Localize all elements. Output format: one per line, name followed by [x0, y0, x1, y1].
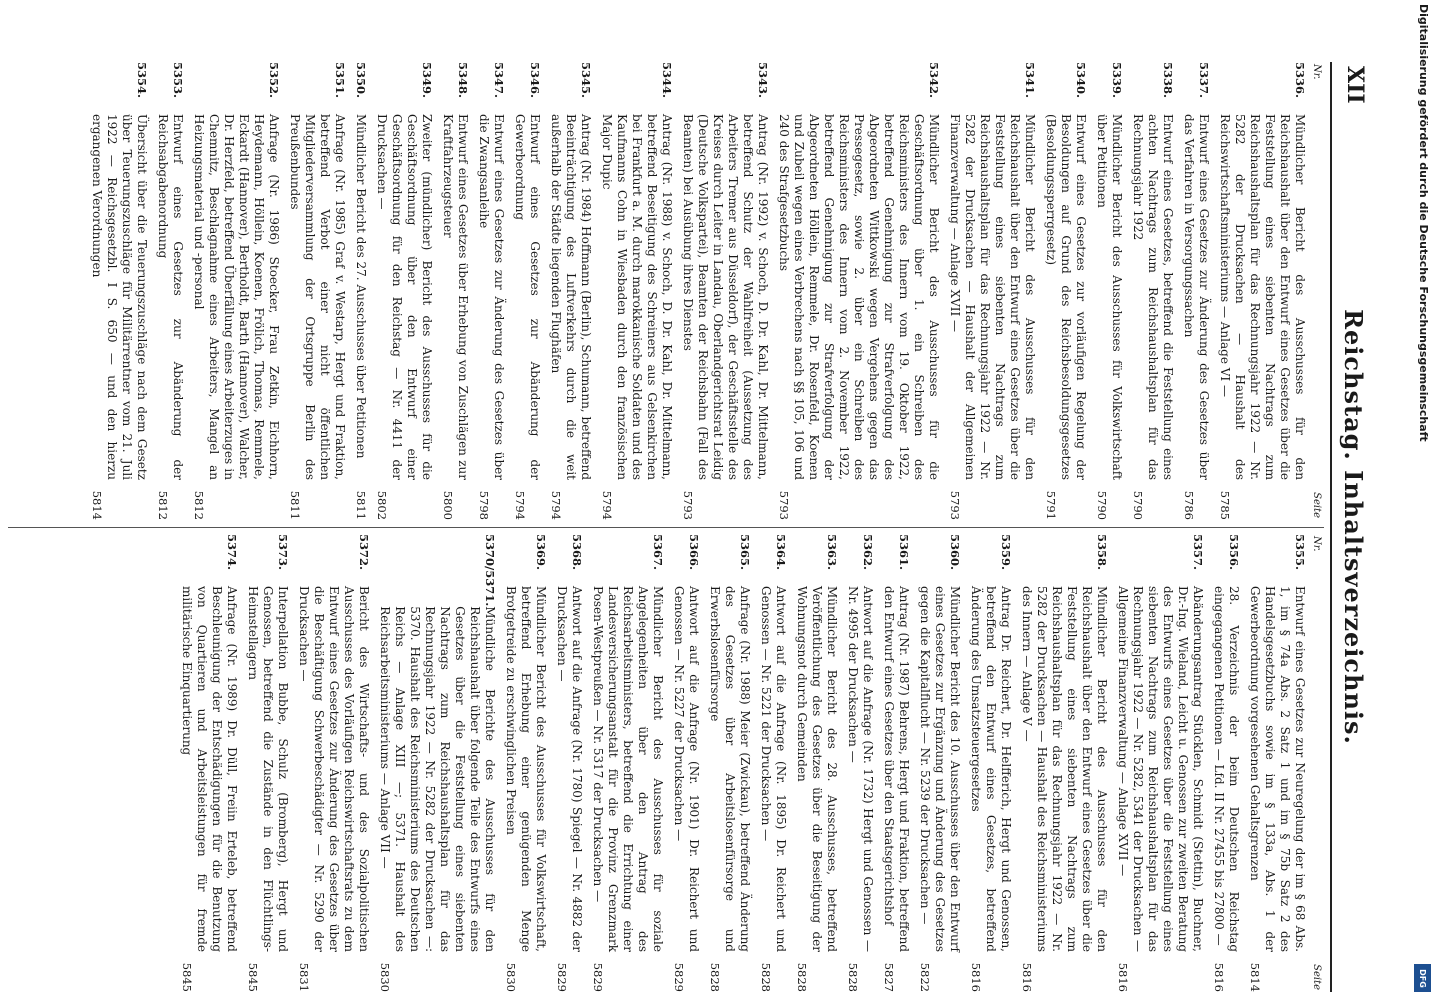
entry-page: 5822	[918, 962, 932, 992]
entry-page: 5793	[948, 490, 962, 520]
toc-entry	[881, 534, 911, 992]
entry-number: 5363.	[825, 534, 839, 571]
entry-number: 5360.	[948, 534, 962, 571]
entry-page: 5786	[1182, 490, 1196, 520]
toc-entry	[680, 62, 770, 520]
toc-entry	[1019, 534, 1109, 992]
entry-page: 5814	[1248, 962, 1262, 992]
toc-entry	[794, 534, 839, 992]
entry-number: 5343.	[756, 62, 770, 99]
left-column	[12, 62, 1322, 520]
entry-page: 5798	[477, 490, 491, 520]
toc-entry	[599, 62, 674, 520]
entry-number: 5354.	[135, 62, 149, 99]
toc-entry	[179, 534, 239, 992]
entry-number: 5367.	[651, 534, 665, 571]
toc-entry	[476, 62, 506, 520]
entry-number: 5352.	[267, 62, 281, 99]
entry-text: Antwort auf die Anfrage (Nr. 1780) Spiegel — Nr. 4882 der Drucksachen —	[555, 586, 584, 952]
entry-number: 5344.	[660, 62, 674, 99]
right-column	[12, 534, 1322, 992]
entry-page: 5800	[441, 490, 455, 520]
toc-entry	[512, 62, 542, 520]
toc-entry	[548, 62, 593, 520]
entry-page: 5845	[180, 962, 194, 992]
toc-entry	[1247, 534, 1307, 992]
right-column-header	[1311, 534, 1322, 992]
toc-entry	[758, 534, 788, 992]
entry-page: 5828	[795, 962, 809, 992]
toc-entry	[917, 534, 962, 992]
entry-page: 5790	[1131, 490, 1145, 520]
toc-entry	[287, 62, 347, 520]
entry-number: 5342.	[927, 62, 941, 99]
entry-page: 5814	[90, 490, 104, 520]
right-entry-list	[179, 534, 1307, 992]
entry-page: 5812	[192, 490, 206, 520]
toc-entry	[353, 62, 368, 520]
entry-text: Entwurf eines Gesetzes zur Änderung des Gesetzes über das Verfahren in Versorgungssachen	[1182, 114, 1211, 480]
entry-page: 5812	[156, 490, 170, 520]
entry-text: Entwurf eines Gesetzes zur Abänderung der Gewerbeordnung	[513, 114, 542, 480]
entry-text: Anfrage (Nr. 1985) Graf v. Westarp, Hergt und Fraktion, betreffend Verbot einer nicht öffentlichen Mitgliederversammlung der Ortsgruppe Berlin des Preußenbundes	[288, 114, 347, 480]
entry-number: 5364.	[774, 534, 788, 571]
toc-entry	[671, 534, 701, 992]
entry-number: 5356.	[1227, 534, 1241, 571]
entry-number: 5359.	[999, 534, 1013, 571]
entry-page: 5794	[549, 490, 563, 520]
header-rule	[1330, 62, 1332, 992]
entry-text: Antrag Dr. Reichert, Dr. Helfferich, Hergt und Genossen, betreffend den Entwurf eines Gesetzes, betreffend Änderung des Umsatzsteuergesetzes	[969, 586, 1013, 952]
entry-text: Mündlicher Bericht des Ausschusses für soziale Angelegenheiten über den Antrag des Reichsarbeitsministers, betreffend die Errichtung einer Landesversicherungsanstalt für die Provinz Grenzmark Posen-Westpreußen — Nr. 5317 der Drucksachen —	[591, 586, 665, 952]
entry-number: 5361.	[897, 534, 911, 571]
entry-number: 5373.	[276, 534, 290, 571]
entry-text: Mündlicher Bericht des Ausschusses für Volkswirtschaft, betreffend Erhebung einer genügenden Menge Brotgetreide zu erschwinglichen Preisen	[504, 586, 548, 952]
toc-entry	[89, 62, 149, 520]
entry-text: Anfrage (Nr. 1986) Stoecker, Frau Zetkin, Eichhorn, Heydemann, Höllein, Koenen, Frölich, Thomas, Remmele, Eckardt (Hannover), Bertholdt, Barth (Hannover), Walcher, Dr. Herzfeld, betreffend Überfällung eines Arbeiterzuges in Chemnitz, Beschlagnahme eines Arbeiters, Mangel an Heizungsmaterial und -personal	[192, 114, 281, 480]
left-column-header	[1311, 62, 1322, 520]
toc-entry	[191, 62, 281, 520]
entry-text: Antrag (Nr. 1992) v. Schoch, D. Dr. Kahl, Dr. Mittelmann, betreffend Schutz der Wahlfreiheit (Aussetzung des Arbeiters Tremer aus Düsseldorf), der Geschäftsstelle des Kreises durch Leiter in Landau, Oberlandgerichtsrat Leidig (Deutsche Volkspartei), Beamten der Reichsbahn (Fall des Beamten) bei Ausübung ihres Dienstes	[681, 114, 770, 480]
entry-number: 5355.	[1293, 534, 1307, 571]
entry-number: 5336.	[1293, 62, 1307, 99]
toc-entry	[845, 534, 875, 992]
entry-page: 5845	[246, 962, 260, 992]
toc-entry	[1211, 534, 1241, 992]
footer-strip	[1412, 0, 1434, 1000]
entry-text: Zweiter (mündlicher) Bericht des Ausschusses für die Geschäftsordnung über den Entwurf einer Geschäftsordnung für den Reichstag — Nr. 4411 der Drucksachen —	[375, 114, 434, 480]
entry-text: Antwort auf die Anfrage (Nr. 1732) Hergt und Genossen — Nr. 4995 der Drucksachen —	[846, 586, 875, 952]
entry-text: Antwort auf die Anfrage (Nr. 1901) Dr. Reichert und Genossen — Nr. 5227 der Drucksachen —	[672, 586, 701, 952]
column-divider	[8, 527, 1324, 528]
entry-number: 5347.	[492, 62, 506, 99]
entry-number: 5348.	[456, 62, 470, 99]
footer-credit: Digitalisierung gefördert durch die Deutsche Forschungsgemeinschaft	[1417, 4, 1430, 442]
entry-number: 5374.	[225, 534, 239, 571]
entry-page: 5831	[297, 962, 311, 992]
toc-entry	[776, 62, 941, 520]
entry-page: 5828	[759, 962, 773, 992]
entry-page: 5785	[1218, 490, 1232, 520]
entry-page: 5830	[378, 962, 392, 992]
toc-entry	[503, 534, 548, 992]
toc-entry	[374, 62, 434, 520]
entry-page: 5793	[681, 490, 695, 520]
nr-header: Nr.	[1311, 64, 1322, 80]
entry-number: 5366.	[687, 534, 701, 571]
entry-number: 5338.	[1161, 62, 1175, 99]
entry-page: 5830	[504, 962, 518, 992]
entry-page: 5816	[1020, 962, 1034, 992]
entry-text: Entwurf eines Gesetzes zur Abänderung der Reichsabgabenordnung	[156, 114, 185, 480]
toc-entry	[155, 62, 185, 520]
entry-number: 5349.	[420, 62, 434, 99]
entry-text: Abänderungsantrag Stücklen, Schmidt (Stettin), Buchner, Dr.-Ing. Wieland, Leicht u. Genossen zur zweiten Beratung des Entwurfs eines Gesetzes über die Feststellung eines siebenten Nachtrags zum Reichshaushaltsplan für das Rechnungsjahr 1922 — Nr. 5282, 5341 der Drucksachen — Allgemeine Finanzverwaltung — Anlage XVII —	[1116, 586, 1205, 952]
entry-number: 5341.	[1023, 62, 1037, 99]
page-number: XII	[1342, 66, 1368, 104]
seite-header: Seite	[1311, 492, 1322, 518]
entry-text: Mündlicher Bericht des 27. Ausschusses über Petitionen	[354, 114, 368, 459]
toc-entry	[377, 534, 497, 992]
toc-entry	[1217, 62, 1307, 520]
entry-number: 5370/5371.	[483, 534, 497, 607]
entry-number: 5362.	[861, 534, 875, 571]
entry-page: 5811	[354, 490, 368, 520]
toc-entry	[1181, 62, 1211, 520]
entry-number: 5346.	[528, 62, 542, 99]
entry-text: Mündlicher Bericht des Ausschusses für den Reichshaushalt über den Entwurf eines Gesetzes über die Feststellung eines siebenten Nachtrags zum Reichshaushaltsplan für das Rechnungsjahr 1922 — Nr. 5282 der Drucksachen — Haushalt des Reichsministeriums des Innern — Anlage V —	[1020, 586, 1109, 952]
entry-text: Entwurf eines Gesetzes zur vorläufigen Regelung der Besoldungen auf Grund des Reichsbesoldungsgesetzes (Besoldungssperrgesetz)	[1044, 114, 1088, 480]
entry-text: Mündlicher Bericht des Ausschusses für die Geschäftsordnung über 1. ein Schreiben des Reichsministers des Innern vom 19. Oktober 1922, betreffend Genehmigung zur Strafverfolgung des Abgeordneten Wittkowski wegen Vergehens gegen das Pressegesetz, sowie 2. über ein Schreiben des Reichsministers des Innern vom 2. November 1922, betreffend Genehmigung zur Strafverfolgung der Abgeordneten Höllein, Remmele, Dr. Rosenfeld, Koenen und Zubeil wegen eines Verbrechens nach §§ 105, 106 und 240 des Strafgesetzbuchs	[777, 114, 941, 480]
entry-text: Entwurf eines Gesetzes zur Änderung des Gesetzes über die Zwangsanleihe	[477, 114, 506, 480]
toc-entry	[590, 534, 665, 992]
left-entry-list	[89, 62, 1307, 520]
entry-number: 5369.	[534, 534, 548, 571]
entry-page: 5829	[672, 962, 686, 992]
entry-page: 5828	[708, 962, 722, 992]
entry-text: Anfrage (Nr. 1989) Dr. Düll, Freiin Erteleb, betreffend Beschleunigung der Entschädigungen für die Benutzung von Quartieren und Arbeitsleistungen für fremde militärische Einquartierung	[180, 586, 239, 952]
entry-text: Mündlicher Bericht des 10. Ausschusses über den Entwurf eines Gesetzes zur Ergänzung und Änderung des Gesetzes gegen die Kapitalflucht — Nr. 5239 der Drucksachen —	[918, 586, 962, 952]
toc-entry	[245, 534, 290, 992]
toc-entry	[968, 534, 1013, 992]
toc-entry	[947, 62, 1037, 520]
dfg-logo	[1414, 964, 1431, 992]
entry-page: 5816	[1116, 962, 1130, 992]
entry-text: Mündlicher Bericht des Ausschusses für den Reichshaushalt über den Entwurf eines Gesetzes über die Feststellung eines siebenten Nachtrags zum Reichshaushaltsplan für das Rechnungsjahr 1922 — Nr. 5282 der Drucksachen — Haushalt der Allgemeinen Finanzverwaltung — Anlage XVII —	[948, 114, 1037, 480]
toc-entry	[554, 534, 584, 992]
toc-entry	[440, 62, 470, 520]
entry-text: Entwurf eines Gesetzes über Erhebung von Zuschlägen zur Kraftfahrzeugsteuer	[441, 114, 470, 480]
entry-text: Antwort auf die Anfrage (Nr. 1895) Dr. Reichert und Genossen — Nr. 5221 der Drucksachen —	[759, 586, 788, 952]
nr-header: Nr.	[1311, 536, 1322, 552]
entry-page: 5793	[777, 490, 791, 520]
toc-entry	[1094, 62, 1124, 520]
page-header	[1328, 62, 1368, 992]
entry-page: 5802	[375, 490, 389, 520]
entry-page: 5811	[288, 490, 302, 520]
toc-entry	[1115, 534, 1205, 992]
entry-page: 5828	[846, 962, 860, 992]
entry-number: 5351.	[333, 62, 347, 99]
entry-page: 5829	[591, 962, 605, 992]
entry-number: 5337.	[1197, 62, 1211, 99]
entry-number: 5339.	[1110, 62, 1124, 99]
entry-page: 5829	[555, 962, 569, 992]
toc-entry	[707, 534, 752, 992]
entry-page: 5816	[969, 962, 983, 992]
entry-page: 5827	[882, 962, 896, 992]
entry-number: 5372.	[357, 534, 371, 571]
entry-page: 5790	[1095, 490, 1109, 520]
entry-number: 5353.	[171, 62, 185, 99]
entry-text: 28. Verzeichnis der beim Deutschen Reichstag eingegangenen Petitionen — Lfd. II Nr. 27455 bis 27800 —	[1212, 586, 1241, 952]
entry-number: 5365.	[738, 534, 752, 571]
entry-page: 5794	[600, 490, 614, 520]
entry-number: 5368.	[570, 534, 584, 571]
dfg-logo-text: DFG	[1418, 968, 1428, 988]
entry-text: Mündliche Berichte des Ausschusses für den Reichshaushalt über folgende Teile des Entwurfs eines Gesetzes über die Feststellung eines siebenten Nachtrags zum Reichshaushaltsplan für das Rechnungsjahr 1922 — Nr. 5282 der Drucksachen —: 5370. Haushalt des Reichsministeriums des Deutschen Reichs — Anlage XIII —; 5371. Haushalt des Reichsarbeitsministeriums — Anlage VII —	[378, 606, 497, 952]
entry-number: 5358.	[1095, 534, 1109, 571]
entry-page: 5791	[1044, 490, 1058, 520]
entry-text: Antrag (Nr. 1988) v. Schoch, D. Dr. Kahl, Dr. Mittelmann, betreffend Beseitigung des Schreiners aus Gelsenkirchen bei Frankfurt a. M. durch marokkanische Soldaten und des Kaufmanns Cohn in Wiesbaden durch den französischen Major Dupic	[600, 114, 674, 480]
document-page	[0, 62, 1368, 992]
entry-text: Entwurf eines Gesetzes, betreffend die Feststellung eines achten Nachtrags zum Reichshaushaltsplan für das Rechnungsjahr 1922	[1131, 114, 1175, 480]
entry-text: Antrag (Nr. 1987) Behrens, Hergt und Fraktion, betreffend den Entwurf eines Gesetzes über den Staatsgerichtshof	[882, 586, 911, 952]
entry-text: Bericht des Wirtschafts- und des Sozialpolitischen Ausschusses des Vorläufigen Reichswirtschaftsrats zu dem Entwurf eines Gesetzes zur Änderung des Gesetzes über die Beschäftigung Schwerbeschädigter — Nr. 5290 der Drucksachen —	[297, 586, 371, 952]
entry-text: Übersicht über die Teuerungszuschläge nach dem Gesetz über Teuerungszuschläge für Militärrentner vom 21. Juli 1922 — Reichsgesetzbl. I S. 650 — und den hierzu ergangenen Verordnungen	[90, 114, 149, 480]
entry-page: 5794	[513, 490, 527, 520]
entry-number: 5357.	[1191, 534, 1205, 571]
entry-number: 5345.	[579, 62, 593, 99]
toc-entry	[296, 534, 371, 992]
entry-text: Mündlicher Bericht des Ausschusses für den Reichshaushalt über den Entwurf eines Gesetzes über die Feststellung eines siebenten Nachtrags zum Reichshaushaltsplan für das Rechnungsjahr 1922 — Nr. 5282 der Drucksachen — Haushalt des Reichswirtschaftsministeriums — Anlage VI —	[1218, 114, 1307, 480]
toc-entry	[1043, 62, 1088, 520]
toc-entry	[1130, 62, 1175, 520]
entry-text: Mündlicher Bericht des 28. Ausschusses, betreffend Veröffentlichung des Gesetzes über die Beseitigung der Wohnungsnot durch Gemeinden	[795, 586, 839, 952]
entry-text: Mündlicher Bericht des Ausschusses für Volkswirtschaft über Petitionen	[1095, 114, 1124, 480]
page-title: Reichstag. Inhaltsverzeichnis.	[1339, 309, 1368, 745]
entry-number: 5350.	[354, 62, 368, 99]
entry-text: Antrag (Nr. 1984) Hoffmann (Berlin), Schumann, betreffend Beeinträchtigung des Luftverkehrs durch die weit außerhalb der Städte liegenden Flughäfen	[549, 114, 593, 480]
entry-number: 5340.	[1074, 62, 1088, 99]
entry-text: Entwurf eines Gesetzes zur Neuregelung der im § 68 Abs. 1, im § 74a Abs. 2 Satz 1 und im § 75b Satz 2 des Handelsgesetzbuchs sowie im § 133a, Abs. 1 der Gewerbeordnung vorgesehenen Gehaltsgrenzen	[1248, 586, 1307, 952]
entry-text: Interpellation Bubbe, Schulz (Bromberg), Hergt und Genossen, betreffend die Zustände in den Flüchtlings-Heimstellagern	[246, 586, 290, 952]
seite-header: Seite	[1311, 964, 1322, 990]
entry-text: Anfrage (Nr. 1988) Meier (Zwickau), betreffend Änderung des Gesetzes über Arbeitslosenfürsorge und Erwerbslosenfürsorge	[708, 586, 752, 952]
entry-page: 5816	[1212, 962, 1226, 992]
